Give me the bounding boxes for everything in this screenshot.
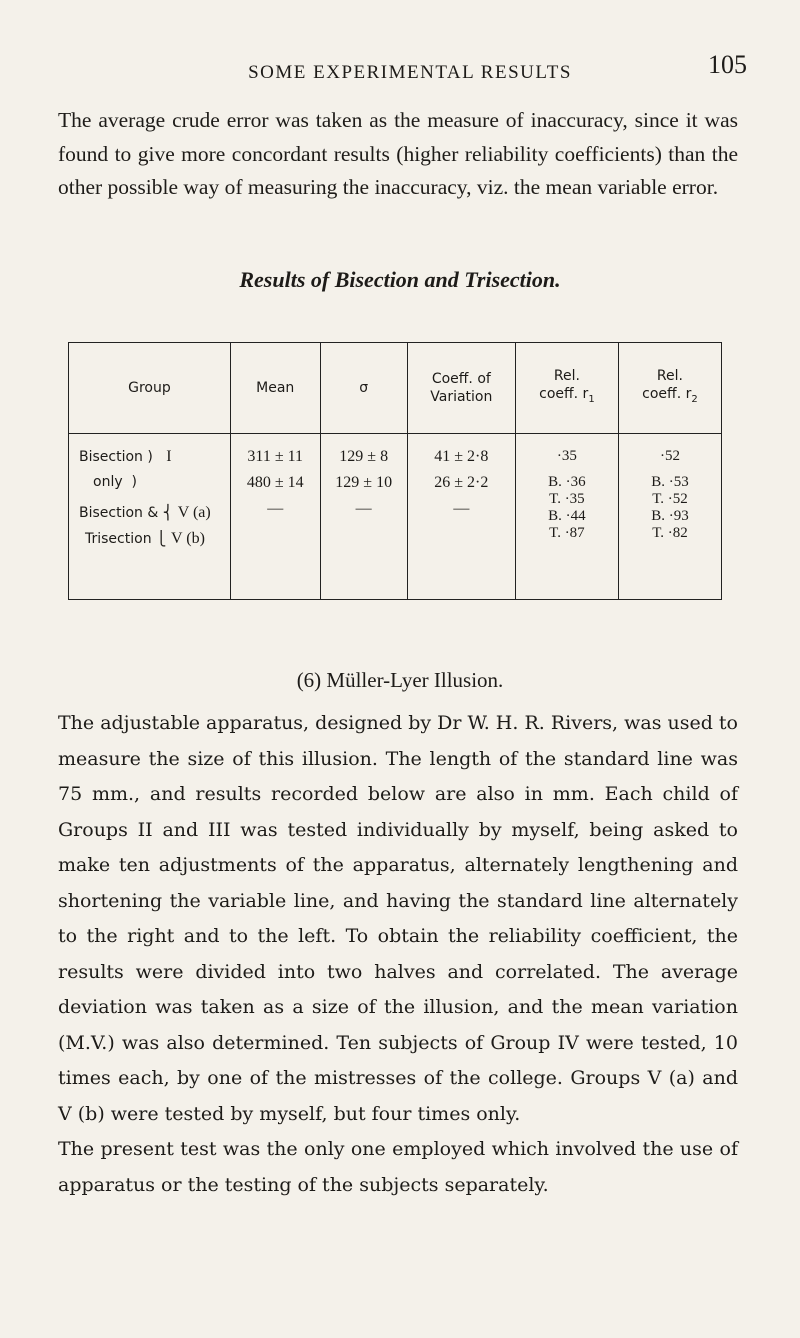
header-coeff-variation: Coeff. of Variation (407, 343, 515, 434)
mean-cell: 311 ± 11 480 ± 14 — (230, 434, 320, 600)
body-paragraph-1: The adjustable apparatus, designed by Dr W. H. R. Rivers, was used to measure the size of this illusion. The length of the standard line was 75 mm., and results recorded below are also in mm. Each child of Groups II and III was tested individually by myself, being asked to make ten adjustments of the apparatus, alternately lengthening and shortening the variable line, and having the standard line alternately to the right and to the left. To obtain the reliability coefficient, the results were divided into two halves and correlated. The average deviation was taken as a size of the illusion, and the mean variation (M.V.) was also determined. Ten subjects of Group IV were tested, 10 times each, by one of the mistresses of the college. Groups V (a) and V (b) were tested by myself, but four times only. (58, 712, 738, 1125)
table-header-row (69, 343, 722, 434)
body-text (58, 706, 738, 1203)
page-number: 105 (708, 50, 747, 79)
header-mean: Mean (230, 343, 320, 434)
results-table (68, 342, 722, 600)
running-head: SOME EXPERIMENTAL RESULTS (248, 62, 572, 83)
coeff-variation-cell: 41 ± 2·8 26 ± 2·2 — (407, 434, 515, 600)
header-rel-coeff-r1: Rel. coeff. $r_1$ (515, 343, 618, 434)
body-paragraph-2: The present test was the only one employed which involved the use of apparatus or the testing of the subjects separately. (58, 1138, 738, 1196)
table-title: Results of Bisection and Trisection. (239, 267, 561, 292)
header-rel-coeff-r2: Rel. coeff. $r_2$ (618, 343, 721, 434)
rel-r1-cell: ·35 B. ·36 T. ·35 B. ·44 T. ·87 (515, 434, 618, 600)
header-group: Group (69, 343, 231, 434)
header-sigma: σ (320, 343, 407, 434)
table-body-row (69, 434, 722, 600)
sigma-cell: 129 ± 8 129 ± 10 — (320, 434, 407, 600)
section-title: (6) Müller-Lyer Illusion. (296, 668, 504, 692)
intro-paragraph: The average crude error was taken as the measure of inaccuracy, since it was found to give more concordant results (higher reliability coefficients) than the other possible way of measuring the inaccuracy, viz. the mean variable error. (58, 108, 738, 199)
rel-r2-cell: ·52 B. ·53 T. ·52 B. ·93 T. ·82 (618, 434, 721, 600)
group-cell: Bisection ) I only ) Bisection & ⎨ V (a) Trisection ⎩ V (b) (69, 434, 231, 600)
